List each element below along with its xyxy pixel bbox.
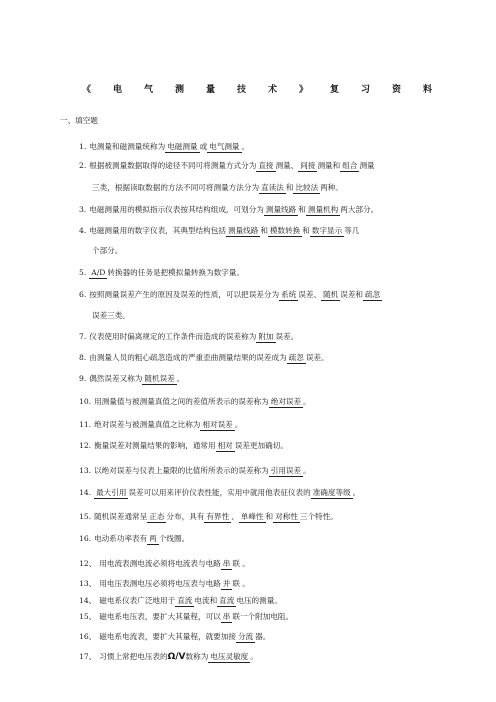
question-number: 1.: [79, 142, 87, 151]
question-text: 用测量值与被测量真值之间的差值所表示的误差称为: [94, 397, 269, 406]
question-line: [92, 246, 122, 256]
answer-blank: 串: [222, 559, 231, 568]
title-char: 》: [299, 85, 309, 95]
title-char: 《: [82, 85, 92, 95]
question-text: 电压的测量。: [236, 596, 282, 605]
question-text: 和: [302, 226, 310, 235]
question-text: 由测量人员的粗心疏忽造成的严重歪曲测量结果的误差成为: [89, 353, 287, 362]
question-text: 和: [285, 183, 294, 192]
question-number: 12、: [79, 559, 97, 568]
question-number: 2.: [79, 161, 87, 170]
answer-blank: 测量线路: [227, 226, 259, 235]
question-text: 、: [231, 512, 239, 521]
question-number: 16.: [79, 534, 92, 543]
title-char: 术: [268, 85, 278, 95]
title-char: 测: [175, 85, 185, 95]
question-line: [79, 420, 242, 431]
question-line: [79, 559, 250, 570]
question-number: 17、: [79, 652, 97, 661]
question-text: 电磁测量用的数字仪表，其典型结构包括: [89, 226, 226, 235]
answer-blank: 单峰性: [240, 512, 264, 521]
question-line: [79, 205, 378, 216]
question-text: 联一个附加电阻。: [232, 612, 294, 621]
answer-blank: 分流: [237, 632, 254, 641]
question-text: 误差三类。: [92, 311, 130, 320]
question-number: 7.: [79, 332, 87, 341]
question-text: 。: [234, 420, 243, 429]
answer-blank: 最大引用: [96, 488, 127, 497]
question-line: [79, 534, 189, 545]
question-text: 器。: [255, 632, 271, 641]
question-text: 两大部分。: [340, 205, 379, 214]
title-char: 技: [237, 85, 247, 95]
question-text: 习惯上常把电压表的: [99, 652, 168, 661]
question-line: [79, 612, 293, 623]
question-line: [79, 353, 329, 364]
question-number: 11.: [79, 420, 92, 429]
title-char: 量: [206, 85, 216, 95]
title-char: 气: [144, 85, 154, 95]
answer-blank: 电磁测量: [167, 142, 198, 151]
question-number: 8.: [79, 353, 87, 362]
section-heading: 一、填空题: [60, 116, 98, 125]
question-line: [79, 466, 311, 477]
question-line: [79, 374, 184, 385]
question-number: 15.: [79, 512, 92, 521]
question-text: 联 。: [232, 579, 250, 588]
answer-blank: 串: [222, 612, 231, 621]
question-text: 联 。: [232, 559, 250, 568]
question-text: 测量和: [317, 161, 341, 170]
question-line: [79, 268, 244, 279]
answer-blank: 疏忽: [288, 353, 304, 362]
question-text: 以绝对误差与仪表上量限的比值所所表示的误差称为: [94, 466, 269, 475]
question-text: 。: [303, 397, 311, 406]
question-number: 3.: [79, 205, 87, 214]
answer-blank: 对称性: [275, 512, 298, 521]
question-text: 。: [303, 466, 311, 475]
answer-blank: 电压灵敏度: [210, 652, 249, 661]
question-number: 9.: [79, 374, 87, 383]
answer-blank: 正态: [149, 512, 165, 521]
question-line: [79, 579, 250, 590]
question-text: 。: [352, 488, 361, 497]
question-line: [79, 226, 359, 237]
question-number: 6.: [79, 290, 87, 299]
answer-blank: 相对: [217, 441, 233, 450]
question-text: 误差。: [305, 353, 329, 362]
question-text: 和: [298, 205, 306, 214]
question-line: [79, 652, 258, 663]
question-text: 和: [260, 226, 268, 235]
question-text: 和: [265, 512, 274, 521]
question-number: 14.: [79, 488, 92, 497]
question-number: 15、: [79, 612, 97, 621]
answer-blank: 引用误差: [270, 466, 302, 475]
question-text: 磁电系电流表，要扩大其量程，就要加接: [99, 632, 236, 641]
question-text: 电动系功率表有: [94, 534, 148, 543]
question-line: [79, 441, 288, 452]
question-line: [79, 632, 270, 643]
question-number: 5.: [79, 268, 87, 277]
question-number: 12.: [79, 441, 92, 450]
question-text: 三类，根据读取数据的方法不同可将测量方法分为: [92, 183, 260, 192]
answer-blank: 准确度等级: [312, 488, 351, 497]
question-text: 两种。: [320, 183, 343, 192]
question-text: 磁电系仪表广泛地用于: [99, 596, 176, 605]
answer-blank: 随机: [323, 290, 339, 299]
question-text: 电磁测量用的模拟指示仪表按其结构组成，可划分为: [89, 205, 264, 214]
answer-blank: 组合: [342, 161, 358, 170]
question-text: 用电流表测电流必须将电流表与电路: [99, 559, 221, 568]
answer-blank: 测量机构: [307, 205, 339, 214]
answer-blank: 测量线路: [265, 205, 297, 214]
title-char: 料: [423, 85, 433, 95]
question-line: [79, 488, 360, 499]
answer-blank: 数字显示: [311, 226, 343, 235]
answer-blank: 直流: [177, 596, 193, 605]
answer-blank: 直流: [219, 596, 235, 605]
question-text: 数称为: [185, 652, 209, 661]
question-line: [92, 183, 343, 194]
title-char: 电: [113, 85, 123, 95]
answer-blank: 疏忽: [365, 290, 381, 299]
answer-blank: 比较法: [295, 183, 319, 192]
answer-blank: 电气测量: [209, 142, 240, 151]
answer-blank: 系统: [281, 290, 297, 299]
question-text: 测量: [359, 161, 375, 170]
answer-blank: 并: [222, 579, 231, 588]
answer-blank: 间接: [300, 161, 316, 170]
question-text: 误差。: [275, 332, 299, 341]
question-text: 随机误差通常呈: [94, 512, 148, 521]
question-text: 。: [241, 142, 250, 151]
title-char: 习: [361, 85, 371, 95]
question-text: 误差可以用来评价仪表性能，实用中就用他表征仪表的: [128, 488, 311, 497]
question-text: 绝对误差与被测量真值之比称为: [94, 420, 201, 429]
answer-blank: 两: [149, 534, 157, 543]
question-text: 误差更加确切。: [234, 441, 288, 450]
question-text: 或: [199, 142, 208, 151]
question-number: 10.: [79, 397, 92, 406]
question-line: [79, 161, 375, 172]
question-text: 衡量误差对测量结果的影响，通常用: [94, 441, 216, 450]
title-char: 复: [330, 85, 340, 95]
question-line: [79, 397, 311, 408]
answer-blank: 随机误差: [144, 374, 175, 383]
question-number: 14、: [79, 596, 97, 605]
answer-blank: 有界性: [206, 512, 230, 521]
question-number: 13.: [79, 466, 92, 475]
question-text: 仪表使用时偏离规定的工作条件而造成的误差称为: [89, 332, 257, 341]
question-line: [92, 311, 130, 321]
question-line: [79, 290, 382, 301]
question-line: [79, 142, 249, 153]
question-line: [79, 512, 338, 523]
ohm-per-volt-symbol: Ω/V: [167, 652, 186, 662]
answer-blank: 相对误差: [202, 420, 233, 429]
answer-blank: 直读法: [261, 183, 284, 192]
answer-blank: 直接: [258, 161, 274, 170]
answer-blank: 附加: [258, 332, 274, 341]
question-text: 转换器的任务是把模拟量转换为数字量。: [107, 268, 245, 277]
question-text: 电测量和磁测量统称为: [89, 142, 166, 151]
question-line: [79, 332, 298, 343]
question-number: 4.: [79, 226, 87, 235]
question-text: 误差、: [298, 290, 322, 299]
question-text: 分布，具有: [166, 512, 205, 521]
answer-blank: 绝对误差: [270, 397, 302, 406]
question-text: 个部分。: [92, 246, 123, 255]
question-number: 16、: [79, 632, 97, 641]
title-char: 资: [392, 85, 402, 95]
question-text: 三个特性。: [299, 512, 338, 521]
question-text: 按照测量误差产生的原因及误差的性质，可以把误差分为: [89, 290, 280, 299]
question-text: 误差和: [340, 290, 364, 299]
question-text: 。: [176, 374, 185, 383]
answer-blank: 模数转换: [269, 226, 301, 235]
question-text: 偶然误差又称为: [89, 374, 143, 383]
question-text: 个线圈。: [158, 534, 190, 543]
question-text: 根据被测量数据取得的途径不同可将测量方式分为: [89, 161, 257, 170]
answer-blank: A/D: [91, 268, 106, 277]
question-text: 用电压表测电压必须将电压表与电路: [99, 579, 221, 588]
question-text: 。: [250, 652, 258, 661]
question-text: 测量、: [275, 161, 299, 170]
question-text: 磁电系电压表，要扩大其量程，可以: [99, 612, 221, 621]
question-text: 等几: [344, 226, 360, 235]
question-text: 电流和: [194, 596, 218, 605]
question-line: [79, 596, 282, 607]
question-number: 13、: [79, 579, 97, 588]
